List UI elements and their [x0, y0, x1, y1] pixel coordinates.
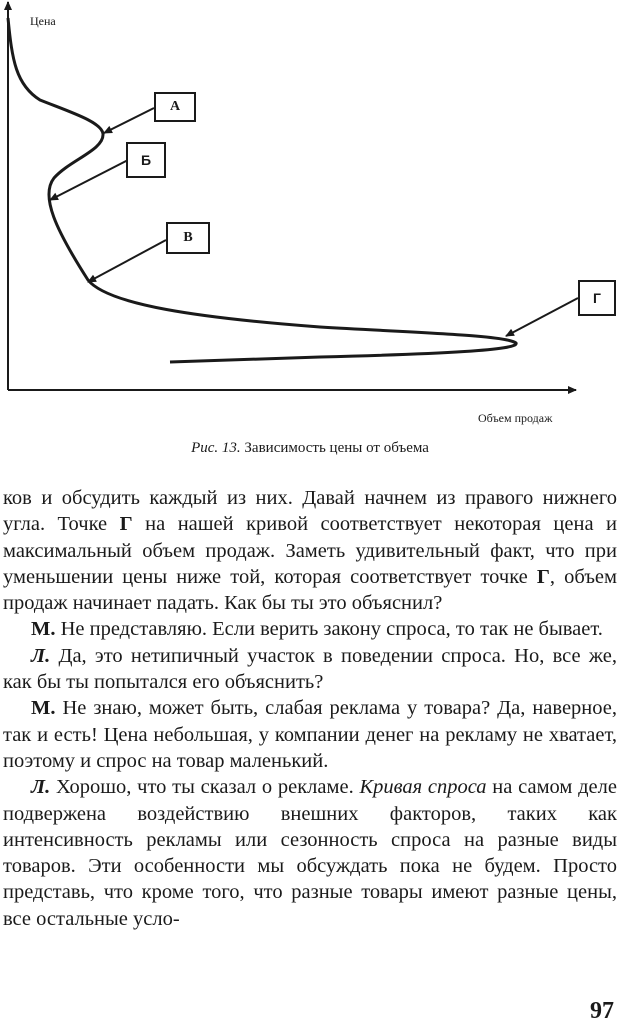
paragraph-3: Л. Да, это нетипичный участок в поведении спроса. Но, все же, как бы ты попытался его объяснить? — [3, 644, 617, 694]
label-box-a: А — [154, 92, 196, 122]
label-box-g: Г — [578, 280, 616, 316]
caption-text: Зависимость цены от объема — [240, 440, 429, 456]
arrow-g — [506, 298, 578, 336]
arrow-a — [104, 108, 154, 133]
paragraph-2: М. Не представляю. Если верить закону спроса, то так не бывает. — [31, 618, 603, 641]
y-axis-label: Цена — [30, 14, 56, 28]
label-box-b: Б — [126, 142, 166, 178]
demand-figure — [0, 0, 620, 430]
paragraph-5: Л. Хорошо, что ты сказал о рекламе. Кривая спроса на самом деле подвержена воздействию внешних факторов, таких как интенсивность рекламы или сезонность спроса на разные виды товаров. Эти особенности мы обсуждать пока не будем. Просто представь, что кроме того, что разные товары имеют разные цены, все остальные усло- — [3, 776, 617, 930]
demand-curve-chart — [0, 0, 620, 430]
body-text — [3, 485, 617, 932]
paragraph-4: М. Не знаю, может быть, слабая реклама у товара? Да, наверное, так и есть! Цена небольшая, у компании денег на рекламу не хватает, поэтому и спрос на товар маленький. — [3, 697, 617, 772]
label-box-v: В — [166, 222, 210, 254]
arrow-b — [50, 160, 128, 200]
figure-caption — [0, 440, 620, 457]
arrow-v — [88, 240, 166, 282]
page-number: 97 — [590, 998, 614, 1024]
paragraph-1: ков и обсудить каждый из них. Давай начнем из правого нижнего угла. Точке Г на нашей кривой соответствует некоторая цена и максимальный объем продаж. Заметь удивительный факт, что при уменьшении цены ниже той, которая соответствует точке Г, объем продаж начинает падать. Как бы ты это объяснил? — [3, 487, 618, 615]
caption-prefix: Рис. 13. — [191, 440, 241, 456]
x-axis-label: Объем продаж — [478, 411, 553, 425]
demand-curve — [8, 18, 516, 362]
